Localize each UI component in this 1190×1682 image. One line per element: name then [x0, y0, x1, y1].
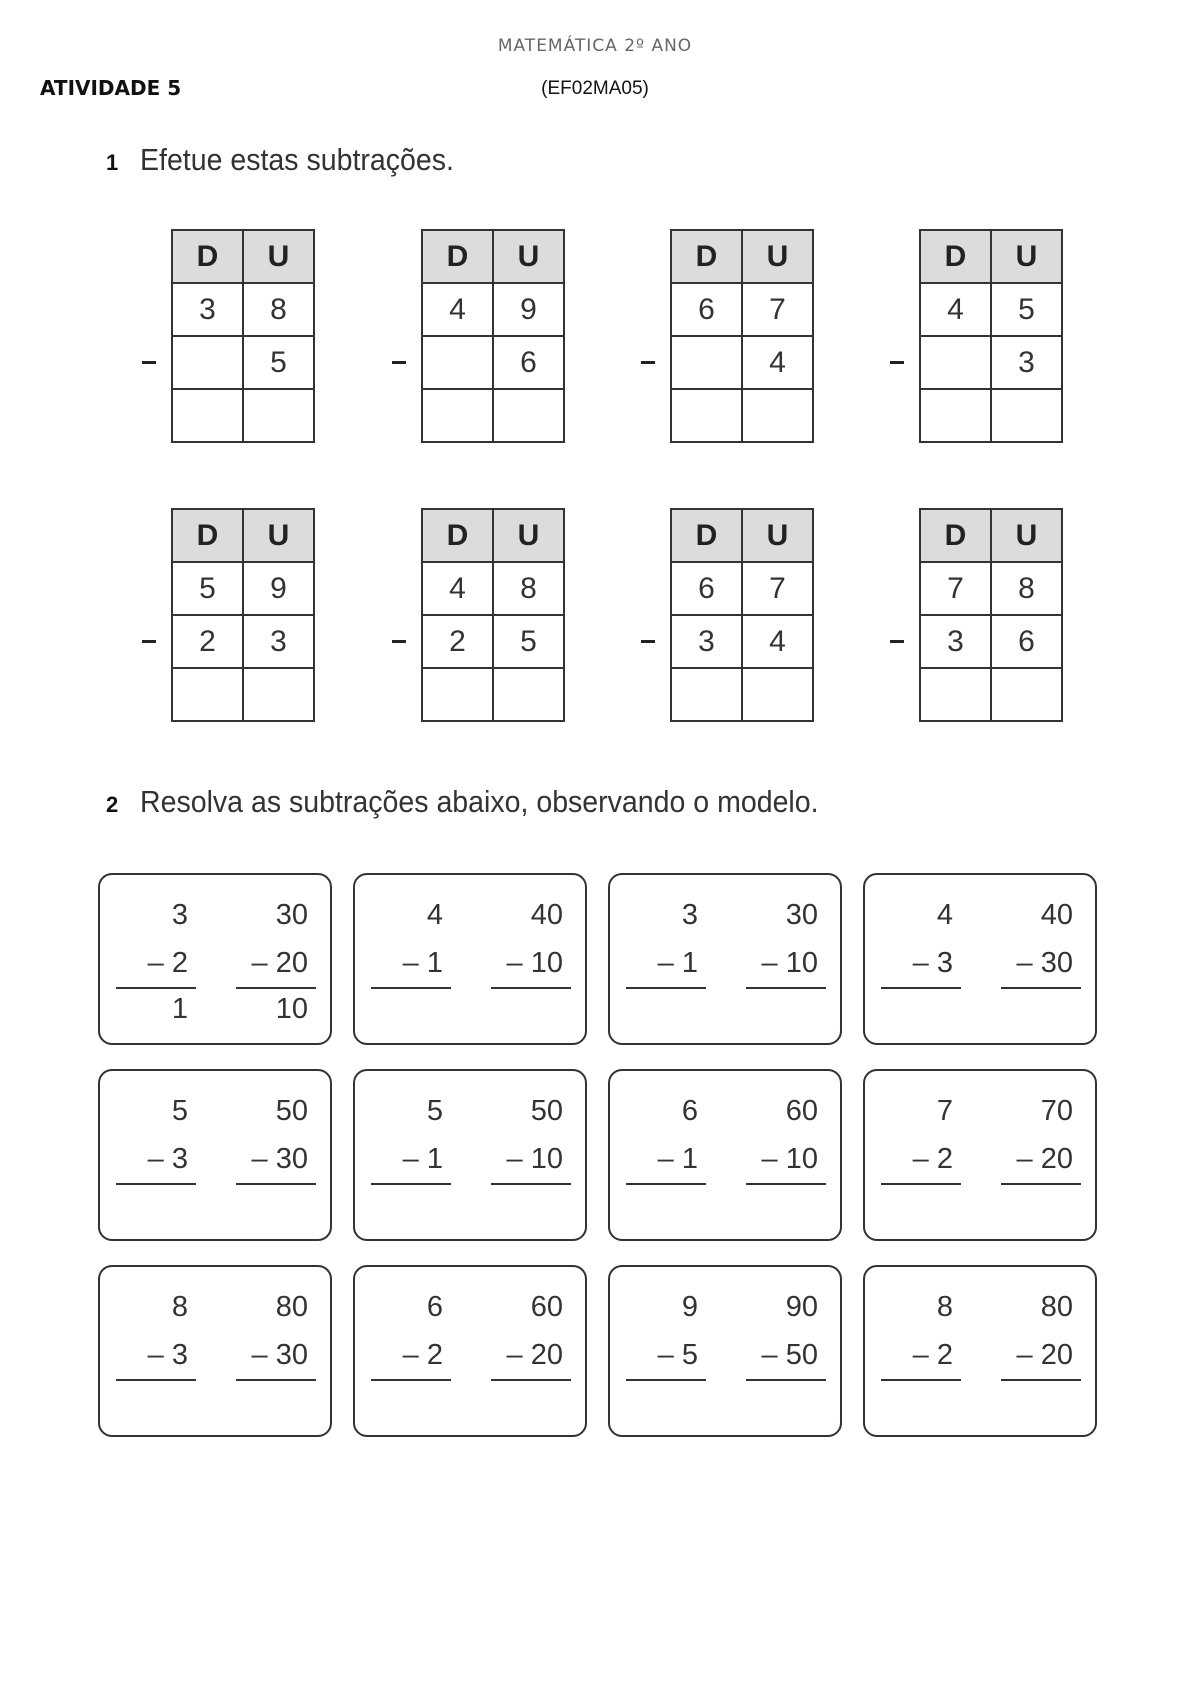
- head-cell: D: [422, 230, 493, 283]
- top-cell: 3: [172, 283, 243, 336]
- result-line: [371, 987, 451, 989]
- subtrahend: – 1: [657, 1143, 698, 1175]
- result-line: [626, 1183, 706, 1185]
- minuend: 60: [530, 1291, 563, 1323]
- question-2: [106, 784, 878, 820]
- sub-cell: 3: [671, 615, 742, 668]
- minuend: 40: [1040, 899, 1073, 931]
- subtrahend: – 50: [761, 1339, 818, 1371]
- head-cell: U: [243, 509, 314, 562]
- subtrahend: – 10: [506, 947, 563, 979]
- head-cell: U: [742, 230, 813, 283]
- sub-cell: [422, 336, 493, 389]
- sub-cell: 2: [422, 615, 493, 668]
- minus-sign: [641, 640, 655, 643]
- result-line: [1001, 1183, 1081, 1185]
- du-problem: [142, 508, 342, 722]
- units-subtraction: [371, 1071, 453, 1231]
- answer-cell[interactable]: [172, 668, 243, 721]
- units-subtraction: [371, 875, 453, 1035]
- answer-cell[interactable]: [422, 389, 493, 442]
- question-1: [106, 142, 481, 178]
- minuend: 80: [275, 1291, 308, 1323]
- result[interactable]: 10: [275, 993, 308, 1025]
- head-cell: D: [671, 509, 742, 562]
- answer-cell[interactable]: [243, 389, 314, 442]
- top-cell: 9: [493, 283, 564, 336]
- du-problem: [392, 508, 592, 722]
- result-line: [1001, 1379, 1081, 1381]
- top-cell: 7: [920, 562, 991, 615]
- answer-cell[interactable]: [243, 668, 314, 721]
- result-line: [371, 1379, 451, 1381]
- minuend: 30: [275, 899, 308, 931]
- subtrahend: – 20: [1016, 1339, 1073, 1371]
- subtraction-card: [608, 1265, 842, 1437]
- tens-subtraction: [1001, 1267, 1083, 1427]
- subtrahend: – 30: [1016, 947, 1073, 979]
- result-line: [116, 1183, 196, 1185]
- minuend: 50: [275, 1095, 308, 1127]
- place-value-table: [171, 229, 315, 443]
- sub-cell: 3: [243, 615, 314, 668]
- head-cell: D: [172, 509, 243, 562]
- subtraction-card: [608, 1069, 842, 1241]
- subtrahend: – 2: [912, 1143, 953, 1175]
- top-cell: 9: [243, 562, 314, 615]
- minus-sign: [142, 640, 156, 643]
- minus-sign: [142, 361, 156, 364]
- subtrahend: – 1: [402, 1143, 443, 1175]
- top-cell: 4: [422, 562, 493, 615]
- subtrahend: – 2: [147, 947, 188, 979]
- sub-cell: 2: [172, 615, 243, 668]
- top-cell: 8: [493, 562, 564, 615]
- tens-subtraction: [236, 1267, 318, 1427]
- subtrahend: – 5: [657, 1339, 698, 1371]
- subtraction-card: [608, 873, 842, 1045]
- result-line: [491, 1379, 571, 1381]
- units-subtraction: [626, 875, 708, 1035]
- subtrahend: – 30: [251, 1339, 308, 1371]
- minus-sign: [392, 361, 406, 364]
- subtrahend: – 10: [761, 1143, 818, 1175]
- place-value-table: [670, 229, 814, 443]
- place-value-table: [919, 508, 1063, 722]
- sub-cell: 4: [742, 336, 813, 389]
- subtraction-card: [863, 873, 1097, 1045]
- question-2-prompt: Resolva as subtrações abaixo, observando o modelo.: [140, 784, 819, 819]
- top-cell: 6: [671, 562, 742, 615]
- tens-subtraction: [1001, 1071, 1083, 1231]
- sub-cell: 6: [493, 336, 564, 389]
- minuend: 80: [1040, 1291, 1073, 1323]
- minuend: 3: [681, 899, 698, 931]
- sub-cell: 5: [493, 615, 564, 668]
- head-cell: U: [243, 230, 314, 283]
- head-cell: D: [671, 230, 742, 283]
- answer-cell[interactable]: [493, 668, 564, 721]
- du-problem: [890, 508, 1090, 722]
- minus-sign: [641, 361, 655, 364]
- result-line: [881, 1379, 961, 1381]
- subtrahend: – 1: [402, 947, 443, 979]
- minus-sign: [890, 361, 904, 364]
- sub-cell: [172, 336, 243, 389]
- answer-cell[interactable]: [671, 389, 742, 442]
- minuend: 90: [785, 1291, 818, 1323]
- place-value-table: [670, 508, 814, 722]
- du-problem: [641, 229, 841, 443]
- top-cell: 5: [991, 283, 1062, 336]
- subtrahend: – 3: [147, 1339, 188, 1371]
- place-value-table: [421, 229, 565, 443]
- head-cell: U: [991, 230, 1062, 283]
- subtrahend: – 30: [251, 1143, 308, 1175]
- subtrahend: – 3: [912, 947, 953, 979]
- tens-subtraction: [491, 875, 573, 1035]
- sub-cell: 3: [920, 615, 991, 668]
- minuend: 40: [530, 899, 563, 931]
- result-line: [116, 987, 196, 989]
- du-problem: [142, 229, 342, 443]
- tens-subtraction: [1001, 875, 1083, 1035]
- du-problem: [890, 229, 1090, 443]
- sub-cell: [920, 336, 991, 389]
- subtrahend: – 3: [147, 1143, 188, 1175]
- subtrahend: – 20: [251, 947, 308, 979]
- tens-subtraction: [491, 1267, 573, 1427]
- subtrahend: – 1: [657, 947, 698, 979]
- units-subtraction: [881, 1071, 963, 1231]
- head-cell: U: [991, 509, 1062, 562]
- sub-cell: [671, 336, 742, 389]
- result-line: [116, 1379, 196, 1381]
- minus-sign: [890, 640, 904, 643]
- minuend: 3: [171, 899, 188, 931]
- subtraction-card: [353, 873, 587, 1045]
- head-cell: U: [493, 230, 564, 283]
- tens-subtraction: [236, 875, 318, 1035]
- tens-subtraction: [491, 1071, 573, 1231]
- subtrahend: – 10: [506, 1143, 563, 1175]
- result-line: [626, 1379, 706, 1381]
- sub-cell: 6: [991, 615, 1062, 668]
- minuend: 8: [171, 1291, 188, 1323]
- place-value-table: [919, 229, 1063, 443]
- result-line: [746, 1379, 826, 1381]
- subtraction-card: [863, 1265, 1097, 1437]
- tens-subtraction: [746, 1071, 828, 1231]
- subtraction-card: [353, 1265, 587, 1437]
- minuend: 50: [530, 1095, 563, 1127]
- result-line: [236, 987, 316, 989]
- top-cell: 5: [172, 562, 243, 615]
- subtrahend: – 20: [1016, 1143, 1073, 1175]
- answer-cell[interactable]: [742, 668, 813, 721]
- activity-title: ATIVIDADE 5: [40, 76, 182, 100]
- tens-subtraction: [746, 1267, 828, 1427]
- top-cell: 7: [742, 283, 813, 336]
- top-cell: 4: [920, 283, 991, 336]
- result-line: [236, 1183, 316, 1185]
- minuend: 6: [426, 1291, 443, 1323]
- units-subtraction: [371, 1267, 453, 1427]
- tens-subtraction: [746, 875, 828, 1035]
- subtraction-card: [353, 1069, 587, 1241]
- subtraction-card: [863, 1069, 1097, 1241]
- answer-cell[interactable]: [991, 389, 1062, 442]
- subtrahend: – 10: [761, 947, 818, 979]
- minuend: 30: [785, 899, 818, 931]
- result-line: [1001, 987, 1081, 989]
- minuend: 4: [426, 899, 443, 931]
- units-subtraction: [881, 875, 963, 1035]
- minuend: 9: [681, 1291, 698, 1323]
- answer-cell[interactable]: [920, 389, 991, 442]
- subtrahend: – 2: [402, 1339, 443, 1371]
- minus-sign: [392, 640, 406, 643]
- sub-cell: 3: [991, 336, 1062, 389]
- minuend: 6: [681, 1095, 698, 1127]
- units-subtraction: [626, 1071, 708, 1231]
- units-subtraction: [116, 1267, 198, 1427]
- subtraction-card: [98, 1265, 332, 1437]
- answer-cell[interactable]: [493, 389, 564, 442]
- sub-cell: 4: [742, 615, 813, 668]
- result-line: [491, 1183, 571, 1185]
- head-cell: U: [493, 509, 564, 562]
- subject-title: MATEMÁTICA 2º ANO: [497, 36, 693, 56]
- head-cell: D: [920, 230, 991, 283]
- result[interactable]: 1: [171, 993, 188, 1025]
- subtrahend: – 2: [912, 1339, 953, 1371]
- head-cell: U: [742, 509, 813, 562]
- question-2-number: 2: [106, 792, 119, 817]
- result-line: [881, 987, 961, 989]
- answer-cell[interactable]: [671, 668, 742, 721]
- minuend: 4: [936, 899, 953, 931]
- units-subtraction: [881, 1267, 963, 1427]
- top-cell: 8: [243, 283, 314, 336]
- question-1-prompt: Efetue estas subtrações.: [140, 142, 454, 177]
- units-subtraction: [116, 1071, 198, 1231]
- answer-cell[interactable]: [422, 668, 493, 721]
- subtraction-card: [98, 1069, 332, 1241]
- minuend: 5: [171, 1095, 188, 1127]
- du-problem: [392, 229, 592, 443]
- result-line: [371, 1183, 451, 1185]
- minuend: 5: [426, 1095, 443, 1127]
- top-cell: 8: [991, 562, 1062, 615]
- subtraction-card: [98, 873, 332, 1045]
- place-value-table: [171, 508, 315, 722]
- head-cell: D: [172, 230, 243, 283]
- tens-subtraction: [236, 1071, 318, 1231]
- result-line: [626, 987, 706, 989]
- minuend: 7: [936, 1095, 953, 1127]
- skill-code: (EF02MA05): [541, 78, 649, 99]
- place-value-table: [421, 508, 565, 722]
- minuend: 8: [936, 1291, 953, 1323]
- result-line: [491, 987, 571, 989]
- top-cell: 6: [671, 283, 742, 336]
- answer-cell[interactable]: [920, 668, 991, 721]
- sub-cell: 5: [243, 336, 314, 389]
- units-subtraction: [626, 1267, 708, 1427]
- result-line: [746, 987, 826, 989]
- top-cell: 4: [422, 283, 493, 336]
- head-cell: D: [920, 509, 991, 562]
- result-line: [236, 1379, 316, 1381]
- units-subtraction: [116, 875, 198, 1035]
- question-1-number: 1: [106, 150, 119, 175]
- minuend: 70: [1040, 1095, 1073, 1127]
- minuend: 60: [785, 1095, 818, 1127]
- subtrahend: – 20: [506, 1339, 563, 1371]
- answer-cell[interactable]: [172, 389, 243, 442]
- answer-cell[interactable]: [742, 389, 813, 442]
- answer-cell[interactable]: [991, 668, 1062, 721]
- head-cell: D: [422, 509, 493, 562]
- result-line: [881, 1183, 961, 1185]
- result-line: [746, 1183, 826, 1185]
- top-cell: 7: [742, 562, 813, 615]
- du-problem: [641, 508, 841, 722]
